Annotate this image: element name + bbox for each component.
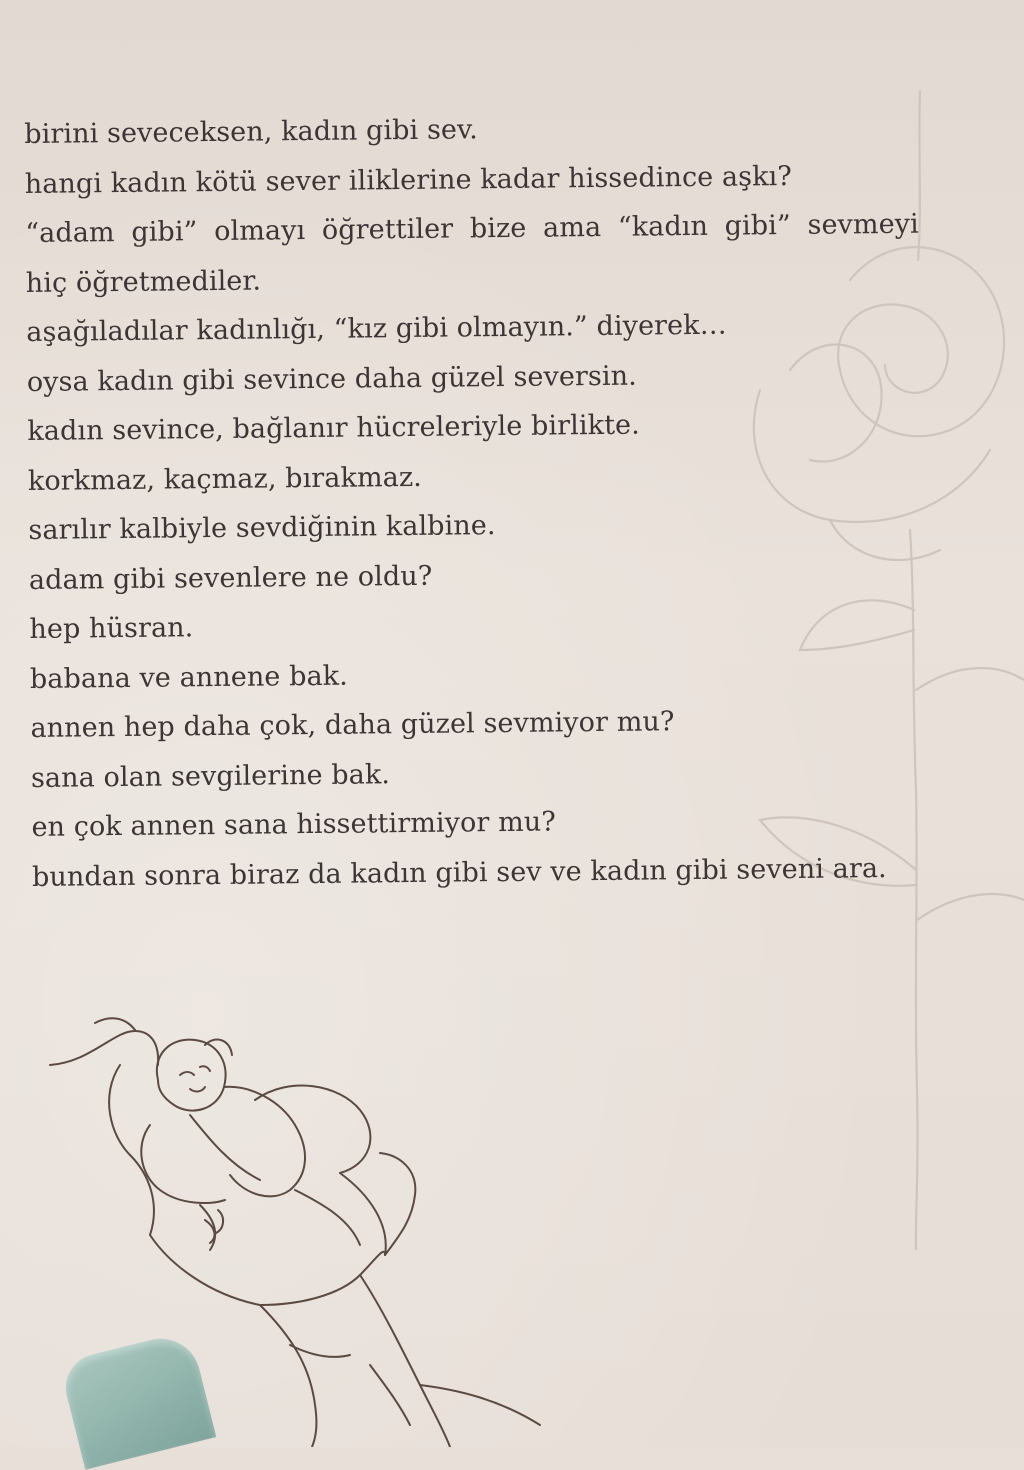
poem-line: oysa kadın gibi sevince daha güzel seversin.	[26, 360, 637, 398]
poem-text	[24, 100, 1022, 902]
poem-line: en çok annen sana hissettirmiyor mu?	[31, 806, 557, 843]
poem-line: adam gibi sevenlere ne oldu?	[28, 560, 433, 596]
poem-line: hiç öğretmediler.	[25, 265, 262, 299]
poem-line: bundan sonra biraz da kadın gibi sev ve kadın gibi seveni ara.	[31, 852, 887, 893]
poem-line: korkmaz, kaçmaz, bırakmaz.	[27, 461, 423, 497]
poem-line: sana olan sevgilerine bak.	[30, 758, 391, 794]
poem-line: birini seveceksen, kadın gibi sev.	[24, 114, 479, 150]
poem-line: sarılır kalbiyle sevdiğinin kalbine.	[28, 510, 496, 546]
poem-line: annen hep daha çok, daha güzel sevmiyor mu?	[30, 706, 675, 744]
poem-line: hep hüsran.	[29, 612, 194, 645]
poem-line: aşağıladılar kadınlığı, “kız gibi olmayın.” diyerek…	[26, 309, 727, 348]
poem-line: babana ve annene bak.	[29, 660, 348, 695]
poem-line: hangi kadın kötü sever iliklerine kadar hissedince aşkı?	[24, 160, 793, 200]
poem-line: “adam gibi” olmayı öğrettiler bize ama “kadın gibi” sevmeyi	[25, 208, 919, 249]
poem-line: kadın sevince, bağlanır hücreleriyle birlikte.	[27, 409, 640, 447]
